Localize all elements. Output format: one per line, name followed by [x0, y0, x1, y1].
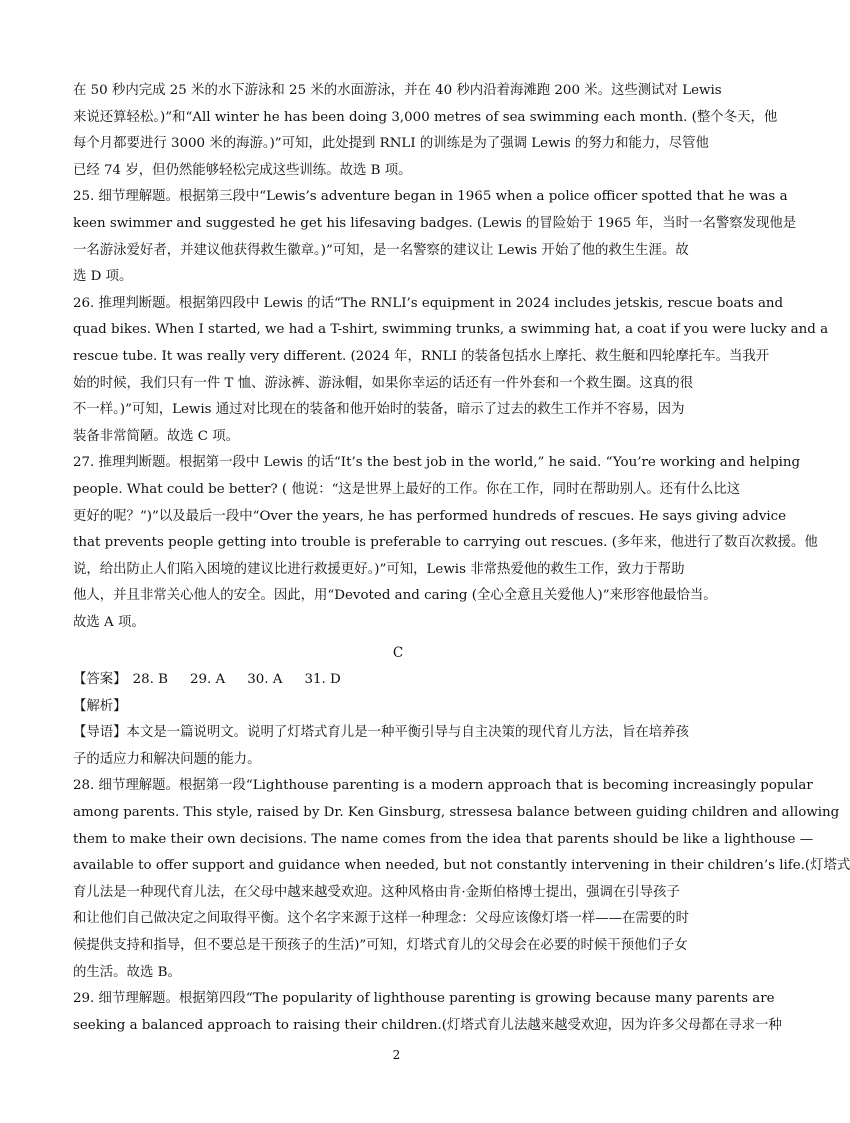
text-line: 每个月都要进行 3000 米的海游。)”可知，此处提到 RNLI 的训练是为了强调 Lewis 的努力和能力，尽管他 [73, 136, 709, 152]
answer-row [73, 667, 723, 694]
text-line: people. What could be better? ( 他说：“这是世界上最好的工作。你在工作，同时在帮助别人。还有什么比这 [73, 481, 741, 497]
text-line: 更好的呢？”)”以及最后一段中“Over the years, he has performed hundreds of rescues. He says giving advice [73, 508, 787, 524]
text-line: 装备非常简陋。故选 C 项。 [73, 428, 240, 444]
text-line: that prevents people getting into trouble is preferable to carrying out rescues. (多年来，他进行了数百次救援。他 [73, 535, 818, 551]
text-line: 【导语】本文是一篇说明文。说明了灯塔式育儿是一种平衡引导与自主决策的现代育儿方法，旨在培养孩 [73, 725, 689, 741]
text-line: 选 D 项。 [73, 269, 133, 285]
text-line: 27. 推理判断题。根据第一段中 Lewis 的话“It’s the best job in the world,” he said. “You’re working and helping [73, 455, 801, 471]
text-line: 的生活。故选 B。 [73, 964, 181, 980]
text-line: 【解析】 [73, 698, 127, 714]
text-line: 在 50 秒内完成 25 米的水下游泳和 25 米的水面游泳，并在 40 秒内沿着海滩跑 200 米。这些测试对 Lewis [73, 83, 722, 98]
text-line: 候提供支持和指导，但不要总是干预孩子的生活)”可知，灯塔式育儿的父母会在必要的时候干预他们子女 [73, 938, 688, 953]
answer-item: 30. A [247, 672, 283, 688]
text-line: 25. 细节理解题。根据第三段中“Lewis’s adventure began in 1965 when a police officer spotted that he was a [73, 189, 788, 205]
text-line: 29. 细节理解题。根据第四段“The popularity of lighthouse parenting is growing because many parents are [73, 991, 775, 1007]
page-number: 2 [392, 1048, 401, 1062]
text-line: 来说还算轻松。)”和“All winter he has been doing 3,000 metres of sea swimming each month. (整个冬天，他 [73, 109, 778, 125]
text-line: 子的适应力和解决问题的能力。 [73, 751, 261, 767]
document-body [73, 78, 850, 1039]
text-line: 说，给出防止人们陷入困境的建议比进行救援更好。)”可知，Lewis 非常热爱他的救生工作，致力于帮助 [73, 561, 685, 577]
answer-label: 【答案】 [73, 672, 127, 688]
text-line: 育儿法是一种现代育儿法，在父母中越来越受欢迎。这种风格由肯·金斯伯格博士提出，强调在引导孩子 [73, 884, 680, 900]
text-line: 已经 74 岁，但仍然能够轻松完成这些训练。故选 B 项。 [73, 162, 412, 178]
paragraph-block-top [73, 78, 829, 636]
text-line: seeking a balanced approach to raising their children.(灯塔式育儿法越来越受欢迎，因为许多父母都在寻求一种 [73, 1017, 782, 1033]
text-line: keen swimmer and suggested he get his lifesaving badges. (Lewis 的冒险始于 1965 年，当时一名警察发现他是 [73, 215, 797, 231]
text-line: them to make their own decisions. The name comes from the idea that parents should be like a lighthouse — [73, 831, 814, 847]
text-line: 故选 A 项。 [73, 614, 145, 630]
answer-item: 31. D [304, 672, 341, 688]
paragraph-block-bottom [73, 694, 850, 1040]
answer-item: 28. B [132, 672, 168, 688]
answer-item: 29. A [189, 672, 226, 688]
text-line: available to offer support and guidance when needed, but not constantly intervening in their children’s life.(灯塔式 [73, 858, 850, 874]
section-heading: C [392, 645, 404, 662]
text-line: 一名游泳爱好者，并建议他获得救生徽章。)”可知，是一名警察的建议让 Lewis 开始了他的救生生涯。故 [73, 242, 689, 258]
text-line: 始的时候，我们只有一件 T 恤、游泳裤、游泳帽，如果你幸运的话还有一件外套和一个救生圈。这真的很 [73, 375, 694, 391]
text-line: rescue tube. It was really very different. (2024 年，RNLI 的装备包括水上摩托、救生艇和四轮摩托车。当我开 [73, 348, 770, 364]
text-line: quad bikes. When I started, we had a T-shirt, swimming trunks, a swimming hat, a coat if you were lucky and a [73, 322, 829, 338]
text-line: 不一样。)”可知，Lewis 通过对比现在的装备和他开始时的装备，暗示了过去的救生工作并不容易，因为 [73, 402, 685, 418]
text-line: among parents. This style, raised by Dr. Ken Ginsburg, stressesa balance between guiding children and allowing [73, 805, 840, 821]
text-line: 26. 推理判断题。根据第四段中 Lewis 的话“The RNLI’s equipment in 2024 includes jetskis, rescue boats and [73, 295, 784, 311]
text-line: 和让他们自己做决定之间取得平衡。这个名字来源于这样一种理念：父母应该像灯塔一样——在需要的时 [73, 911, 689, 927]
text-line: 他人，并且非常关心他人的安全。因此，用“Devoted and caring (全心全意且关爱他人)”来形容他最恰当。 [73, 588, 717, 604]
text-line: 28. 细节理解题。根据第一段“Lighthouse parenting is a modern approach that is becoming increasingly popular [73, 778, 813, 794]
